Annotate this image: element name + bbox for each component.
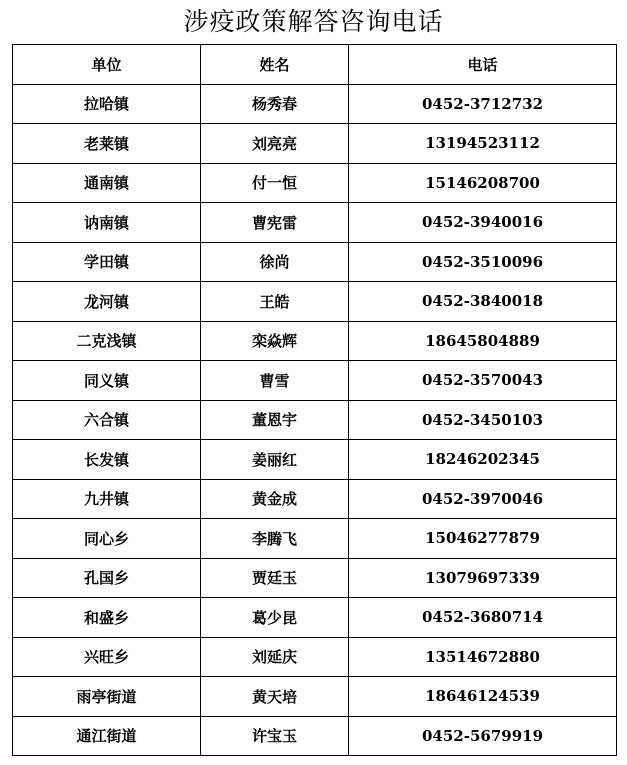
table-row: [13, 598, 617, 638]
cell-name: 姜丽红: [201, 440, 349, 480]
cell-unit: 和盛乡: [13, 598, 201, 638]
cell-phone: 18246202345: [349, 440, 617, 480]
table-row: [13, 361, 617, 401]
table-body: [13, 84, 617, 756]
table-row: [13, 637, 617, 677]
cell-phone: 0452-5679919: [349, 716, 617, 756]
cell-phone: 18646124539: [349, 677, 617, 717]
cell-unit: 孔国乡: [13, 558, 201, 598]
cell-phone: 15146208700: [349, 163, 617, 203]
cell-name: 刘亮亮: [201, 124, 349, 164]
cell-name: 葛少昆: [201, 598, 349, 638]
cell-name: 栾焱辉: [201, 321, 349, 361]
cell-name: 黄金成: [201, 479, 349, 519]
table-row: [13, 282, 617, 322]
table-row: [13, 558, 617, 598]
cell-phone: 0452-3970046: [349, 479, 617, 519]
cell-unit: 同心乡: [13, 519, 201, 559]
cell-name: 董恩宇: [201, 400, 349, 440]
cell-name: 王皓: [201, 282, 349, 322]
cell-unit: 通南镇: [13, 163, 201, 203]
table-row: [13, 163, 617, 203]
cell-unit: 九井镇: [13, 479, 201, 519]
table-row: [13, 519, 617, 559]
header-name: 姓名: [201, 45, 349, 85]
table-row: [13, 479, 617, 519]
table-row: [13, 124, 617, 164]
cell-unit: 通江街道: [13, 716, 201, 756]
table-row: [13, 400, 617, 440]
cell-name: 许宝玉: [201, 716, 349, 756]
header-row: [13, 45, 617, 85]
page-title: 涉疫政策解答咨询电话: [183, 7, 444, 36]
table-row: [13, 716, 617, 756]
cell-unit: 老莱镇: [13, 124, 201, 164]
cell-phone: 0452-3570043: [349, 361, 617, 401]
cell-name: 杨秀春: [201, 84, 349, 124]
cell-name: 刘延庆: [201, 637, 349, 677]
cell-phone: 0452-3840018: [349, 282, 617, 322]
contact-table: [12, 44, 617, 756]
cell-name: 李腾飞: [201, 519, 349, 559]
table-row: [13, 321, 617, 361]
table-row: [13, 242, 617, 282]
cell-unit: 长发镇: [13, 440, 201, 480]
cell-phone: 0452-3940016: [349, 203, 617, 243]
cell-name: 黄天培: [201, 677, 349, 717]
cell-unit: 学田镇: [13, 242, 201, 282]
cell-unit: 拉哈镇: [13, 84, 201, 124]
cell-name: 徐尚: [201, 242, 349, 282]
table-row: [13, 203, 617, 243]
cell-unit: 龙河镇: [13, 282, 201, 322]
header-phone: 电话: [349, 45, 617, 85]
table-header: [13, 45, 617, 85]
cell-phone: 18645804889: [349, 321, 617, 361]
cell-phone: 0452-3680714: [349, 598, 617, 638]
cell-phone: 13194523112: [349, 124, 617, 164]
cell-unit: 二克浅镇: [13, 321, 201, 361]
cell-phone: 0452-3450103: [349, 400, 617, 440]
cell-name: 贾廷玉: [201, 558, 349, 598]
header-unit: 单位: [13, 45, 201, 85]
cell-unit: 讷南镇: [13, 203, 201, 243]
cell-name: 曹宪雷: [201, 203, 349, 243]
cell-phone: 13079697339: [349, 558, 617, 598]
cell-unit: 六合镇: [13, 400, 201, 440]
cell-phone: 0452-3510096: [349, 242, 617, 282]
cell-name: 付一恒: [201, 163, 349, 203]
cell-name: 曹雪: [201, 361, 349, 401]
cell-phone: 0452-3712732: [349, 84, 617, 124]
cell-unit: 兴旺乡: [13, 637, 201, 677]
table-row: [13, 677, 617, 717]
cell-phone: 15046277879: [349, 519, 617, 559]
cell-unit: 同义镇: [13, 361, 201, 401]
table-row: [13, 84, 617, 124]
cell-phone: 13514672880: [349, 637, 617, 677]
table-row: [13, 440, 617, 480]
cell-unit: 雨亭街道: [13, 677, 201, 717]
